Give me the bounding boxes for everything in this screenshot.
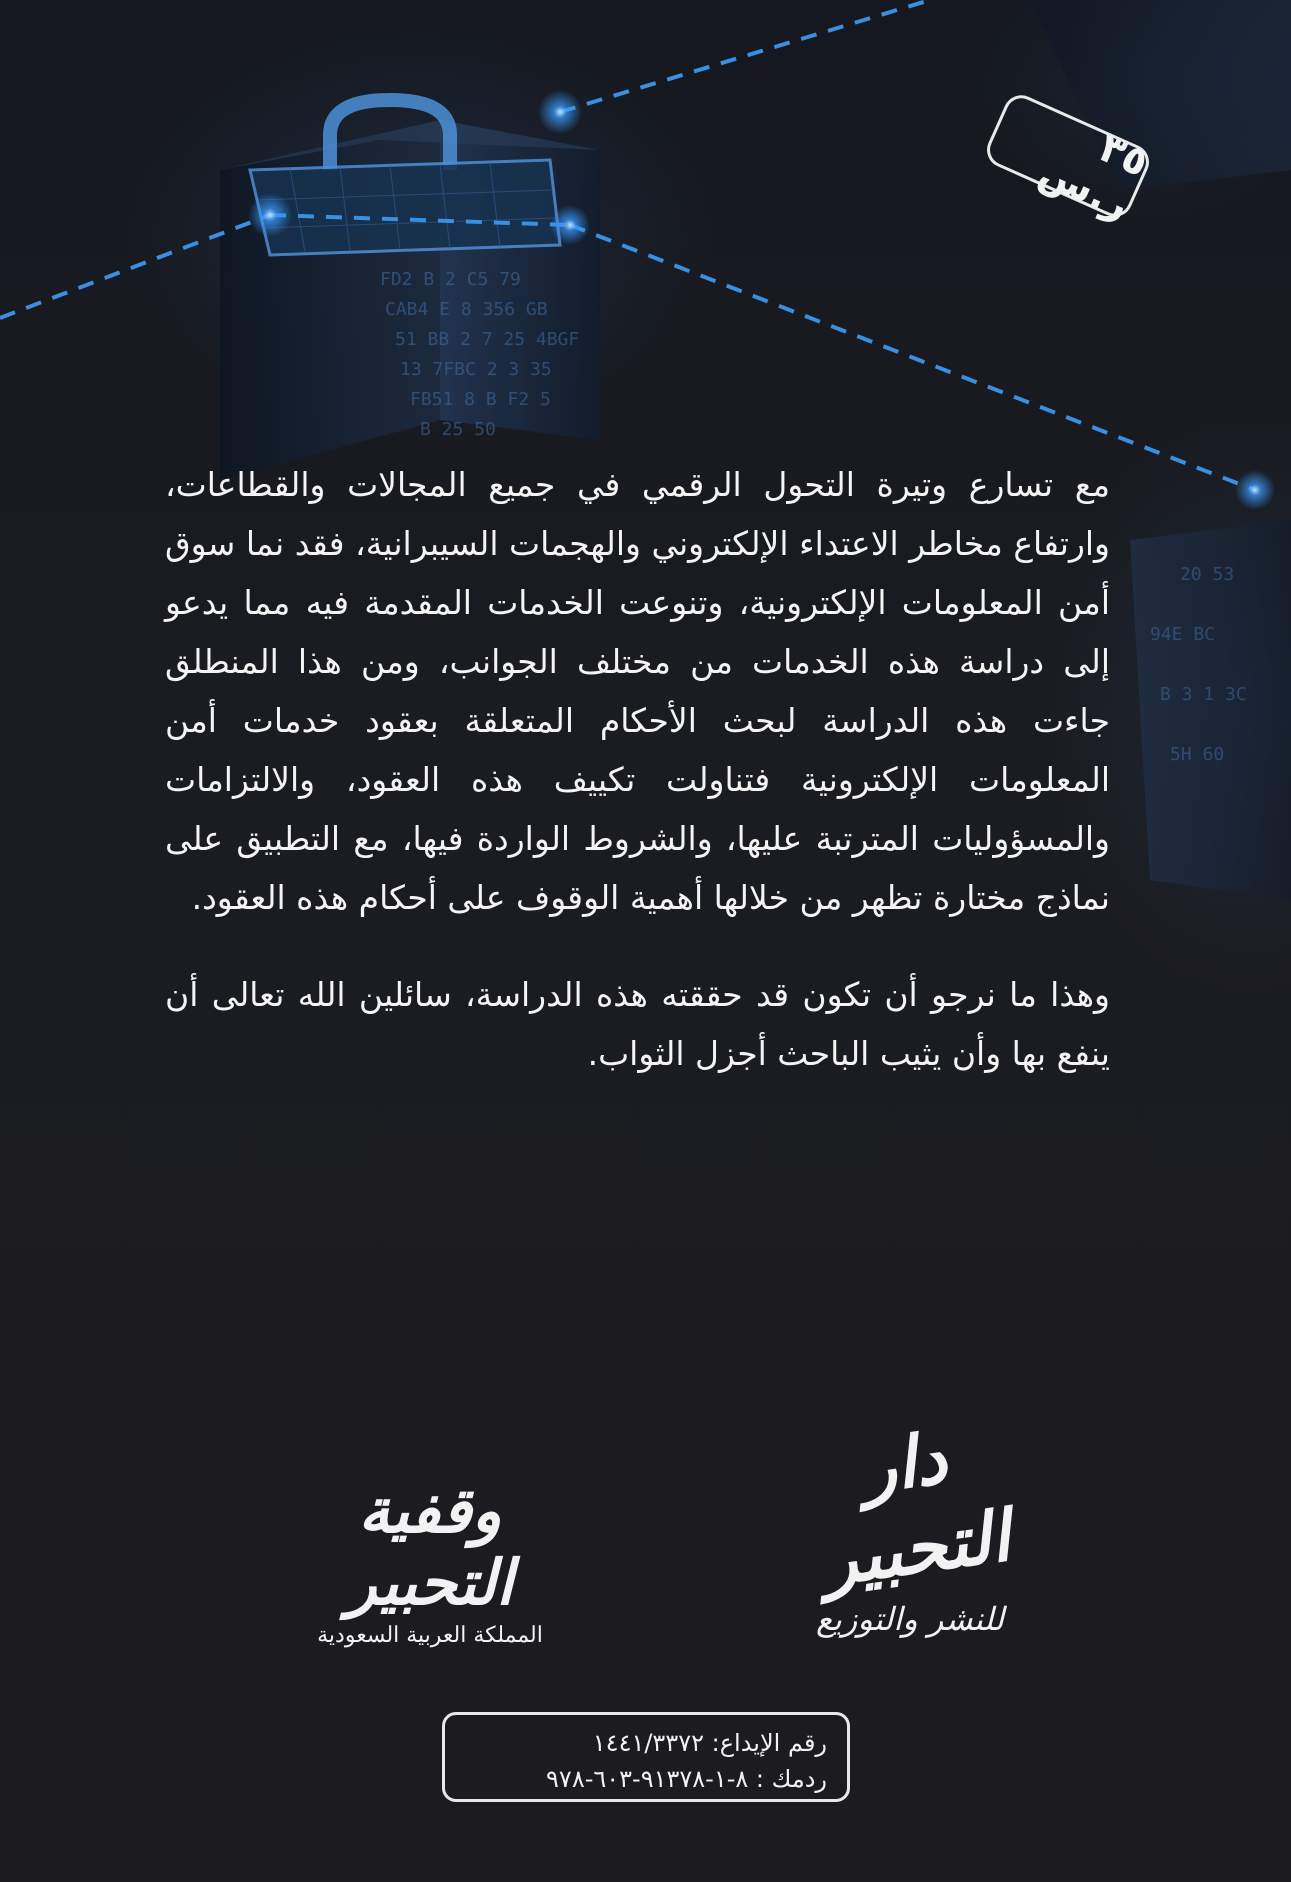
- blurb-paragraph: مع تسارع وتيرة التحول الرقمي في جميع المجالات والقطاعات، وارتفاع مخاطر الاعتداء الإلكتروني والهجمات السيبرانية، فقد نما سوق أمن المعلومات الإلكترونية، وتنوعت الخدمات المقدمة فيه مما يدعو إلى دراسة هذه الخدمات من مختلف الجوانب، ومن هذا المنطلق جاءت هذه الدراسة لبحث الأحكام المتعلقة بعقود خدمات أمن المعلومات الإلكترونية فتناولت تكييف هذه العقود، والالتزامات والمسؤوليات المترتبة عليها، والشروط الواردة فيها، مع التطبيق على نماذج مختارة تظهر من خلالها أهمية الوقوف على أحكام هذه العقود.: [165, 465, 1110, 917]
- svg-text:51 BB 2 7 25 4BGF: 51 BB 2 7 25 4BGF: [395, 329, 580, 350]
- waqfiya-altahbeer-logo: [290, 1475, 570, 1648]
- logo-subtitle: للنشر والتوزيع: [815, 1600, 1005, 1638]
- deposit-number: رقم الإيداع: ١٤٤١/٣٣٧٢: [592, 1729, 827, 1757]
- svg-text:13 7FBC 2 3 35: 13 7FBC 2 3 35: [400, 359, 552, 380]
- svg-text:5H 60: 5H 60: [1170, 744, 1225, 765]
- isbn-box: [442, 1712, 850, 1802]
- svg-text:94E BC: 94E BC: [1150, 624, 1216, 645]
- svg-text:FB51 8 B F2 5: FB51 8 B F2 5: [410, 389, 551, 410]
- svg-text:B 25 50: B 25 50: [420, 419, 496, 440]
- logo-subtitle: المملكة العربية السعودية: [317, 1623, 543, 1648]
- svg-text:CAB4 E 8 356 GB: CAB4 E 8 356 GB: [385, 299, 548, 320]
- isbn-number: ردمك : ٨-١-٩١٣٧٨-٦٠٣-٩٧٨: [546, 1765, 827, 1793]
- svg-text:FD2 B 2 C5 79: FD2 B 2 C5 79: [380, 269, 521, 290]
- blurb-text: [165, 455, 1110, 1083]
- svg-text:B 3 1 3C: B 3 1 3C: [1160, 684, 1247, 705]
- price-badge: ٣٥ ر.س: [981, 90, 1154, 223]
- logo-title: وقفية التحبير: [346, 1474, 514, 1619]
- logo-title: دار التحبير: [817, 1415, 1015, 1603]
- dar-altahbeer-logo: [790, 1415, 1030, 1638]
- blurb-paragraph: وهذا ما نرجو أن تكون قد حققته هذه الدراسة، سائلين الله تعالى أن ينفع بها وأن يثيب الباحث أجزل الثواب.: [165, 975, 1110, 1073]
- svg-text:20 53: 20 53: [1180, 564, 1235, 585]
